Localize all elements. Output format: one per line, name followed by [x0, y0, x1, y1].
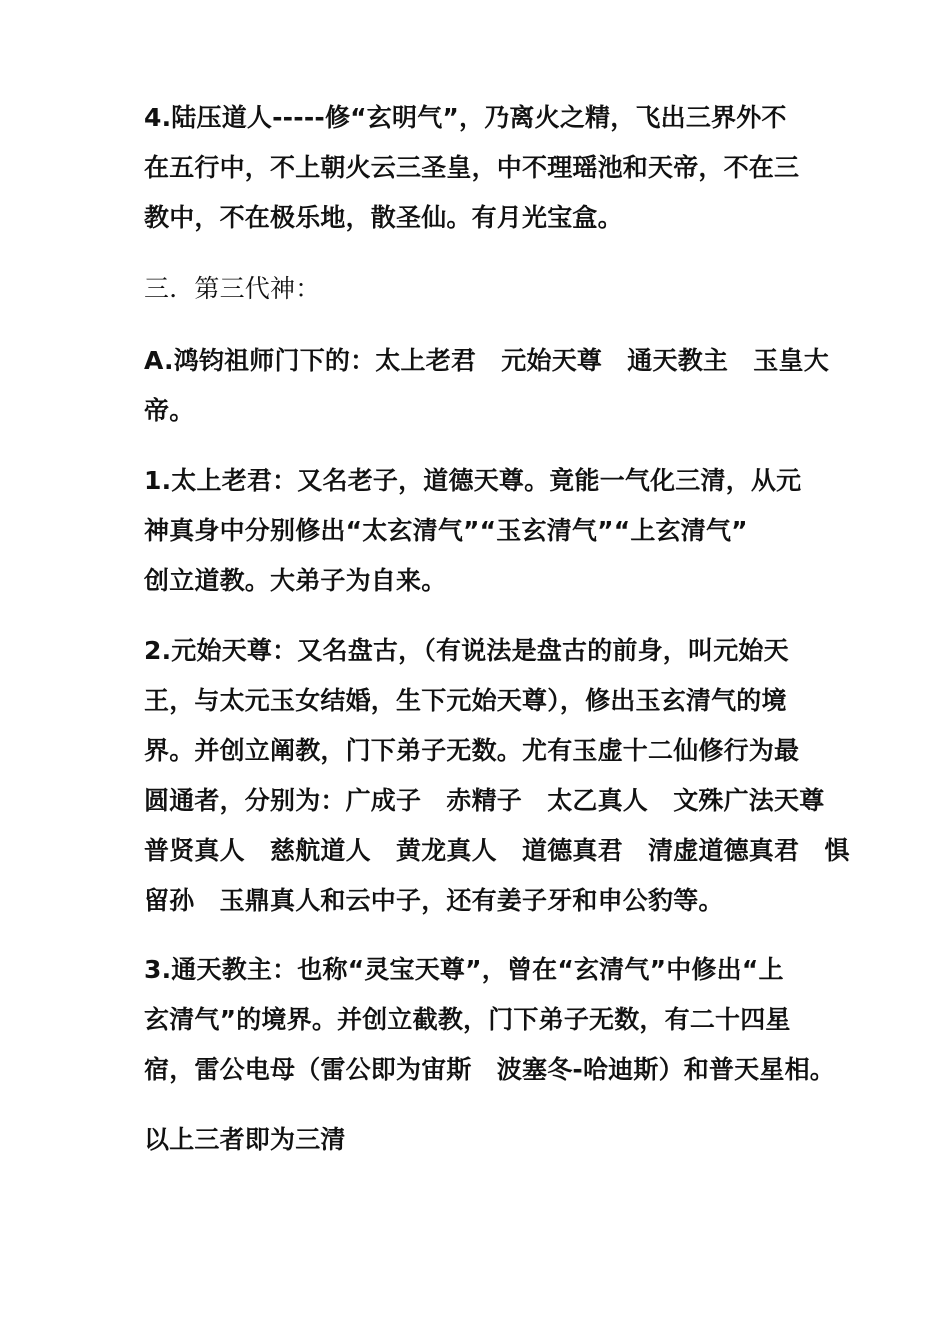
text-line: 神真身中分别修出“太玄清气”“玉玄清气”“上玄清气”: [144, 516, 748, 545]
text-line: 帝。: [144, 396, 195, 425]
text-line: 王，与太元玉女结婚，生下元始天尊），修出玉玄清气的境: [144, 686, 787, 715]
paragraph-yuanshi-tianzun: [144, 626, 850, 926]
paragraph-hongjun-disciples: [144, 336, 829, 436]
text-line: 宿，雷公电母（雷公即为宙斯 波塞冬-哈迪斯）和普天星相。: [144, 1055, 835, 1084]
paragraph-three-pure-ones: [144, 1115, 814, 1165]
section-heading-third-generation: [144, 264, 814, 314]
paragraph-taishang-laojun: [144, 456, 814, 606]
text-line: 教中，不在极乐地，散圣仙。有月光宝盒。: [144, 203, 623, 232]
text-line: 3.通天教主：也称“灵宝天尊”，曾在“玄清气”中修出“上: [144, 955, 784, 984]
text-line: 在五行中，不上朝火云三圣皇，中不理瑶池和天帝，不在三: [144, 153, 800, 182]
text-line: 1.太上老君：又名老子，道德天尊。竟能一气化三清，从元: [144, 466, 802, 495]
text-line: 普贤真人 慈航道人 黄龙真人 道德真君 清虚道德真君 惧: [144, 836, 850, 865]
text-line: 玄清气”的境界。并创立截教，门下弟子无数，有二十四星: [144, 1005, 791, 1034]
text-line: 圆通者，分别为：广成子 赤精子 太乙真人 文殊广法天尊: [144, 786, 825, 815]
paragraph-lu-ya-daoren: [144, 93, 814, 243]
text-line: 三．第三代神：: [144, 274, 321, 303]
paragraph-tongtian-jiaozhu: [144, 945, 835, 1095]
text-line: A.鸿钧祖师门下的：太上老君 元始天尊 通天教主 玉皇大: [144, 346, 829, 375]
text-line: 创立道教。大弟子为自来。: [144, 566, 447, 595]
text-line: 界。并创立阐教，门下弟子无数。尤有玉虚十二仙修行为最: [144, 736, 800, 765]
text-line: 以上三者即为三清: [144, 1125, 346, 1154]
text-line: 4.陆压道人-----修“玄明气”，乃离火之精，飞出三界外不: [144, 103, 787, 132]
text-line: 留孙 玉鼎真人和云中子，还有姜子牙和申公豹等。: [144, 886, 724, 915]
text-line: 2.元始天尊：又名盘古，（有说法是盘古的前身，叫元始天: [144, 636, 789, 665]
